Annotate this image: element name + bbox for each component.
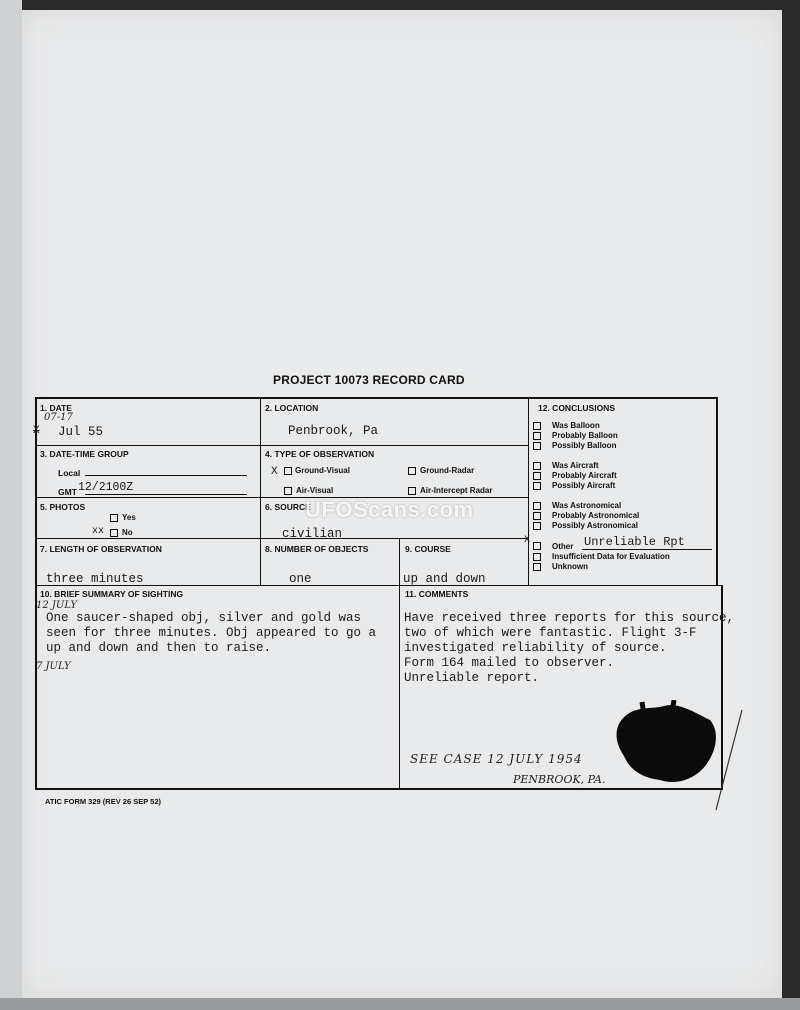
summary-hand-top: 12 JULY (36, 600, 77, 611)
dtg-gmt-value: 12/2100Z (78, 481, 134, 494)
paper-edge (0, 0, 22, 1010)
date-label: 1. DATE (40, 403, 72, 413)
source-label: 6. SOURCE (265, 502, 311, 512)
watermark: UFOScans.com (305, 497, 474, 522)
concl-probably-aircraft: Probably Aircraft (552, 471, 617, 480)
checkbox-was-balloon (533, 422, 541, 430)
checkbox-possibly-balloon (533, 442, 541, 450)
gmt-underline (85, 494, 247, 495)
redaction-blot (612, 700, 722, 788)
comments-line-1: Have received three reports for this source, (404, 611, 735, 625)
checkbox-possibly-aircraft (533, 482, 541, 490)
row-divider-1 (35, 445, 528, 446)
concl-possibly-astronomical: Possibly Astronomical (552, 521, 638, 530)
objects-value: one (289, 572, 312, 586)
concl-was-balloon: Was Balloon (552, 421, 600, 430)
form-id: ATIC FORM 329 (REV 26 SEP 52) (45, 797, 162, 806)
edge-pen-stroke (712, 700, 752, 820)
concl-possibly-balloon: Possibly Balloon (552, 441, 617, 450)
checkbox-photos-yes (110, 514, 118, 522)
dtg-label: 3. DATE-TIME GROUP (40, 449, 129, 459)
comments-line-5: Unreliable report. (404, 671, 540, 685)
checkbox-air-visual (284, 487, 292, 495)
course-label: 9. COURSE (405, 544, 451, 554)
comments-line-4: Form 164 mailed to observer. (404, 656, 615, 670)
concl-unknown: Unknown (552, 562, 588, 571)
opt-ground-radar: Ground-Radar (420, 466, 475, 475)
dtg-gmt-label: GMT (58, 487, 77, 497)
col-divider-1 (260, 397, 261, 585)
card-border-left (35, 397, 37, 789)
summary-line-3: up and down and then to raise. (46, 641, 272, 655)
comments-line-3: investigated reliability of source. (404, 641, 667, 655)
concl-was-astronomical: Was Astronomical (552, 501, 622, 510)
checkbox-probably-astronomical (533, 512, 541, 520)
checkbox-ground-radar (408, 467, 416, 475)
summary-line-1: One saucer-shaped obj, silver and gold was (46, 611, 362, 625)
location-value: Penbrook, Pa (288, 424, 379, 438)
course-value: up and down (403, 572, 486, 586)
photos-no-mark: xx (92, 526, 105, 537)
checkbox-air-intercept-radar (408, 487, 416, 495)
length-value: three minutes (46, 572, 144, 586)
date-handwritten: 07-17 (44, 412, 73, 423)
comments-label: 11. COMMENTS (405, 589, 469, 599)
date-struck-mark: X (33, 425, 40, 437)
opt-air-visual: Air-Visual (296, 486, 334, 495)
source-value: civilian (282, 527, 343, 541)
checkbox-ground-visual (284, 467, 292, 475)
length-label: 7. LENGTH OF OBSERVATION (40, 544, 162, 554)
card-title: PROJECT 10073 RECORD CARD (273, 373, 465, 387)
checkbox-photos-no (110, 529, 118, 537)
photos-label: 5. PHOTOS (40, 502, 86, 512)
checkbox-unknown (533, 563, 541, 571)
comments-line-2: two of which were fantastic. Flight 3-F (404, 626, 697, 640)
photos-no: No (122, 528, 133, 537)
concl-was-aircraft: Was Aircraft (552, 461, 599, 470)
objects-label: 8. NUMBER OF OBJECTS (265, 544, 369, 554)
date-value: Jul 55 (58, 425, 104, 439)
comments-hand-note-1: SEE CASE 12 JULY 1954 (410, 752, 583, 766)
checkbox-probably-balloon (533, 432, 541, 440)
checkbox-other (533, 542, 541, 550)
concl-other-value: Unreliable Rpt (584, 535, 685, 549)
summary-hand-bottom: 7 JULY (36, 661, 71, 672)
card-border-top (35, 397, 718, 399)
concl-probably-balloon: Probably Balloon (552, 431, 618, 440)
location-label: 2. LOCATION (265, 403, 319, 413)
summary-line-2: seen for three minutes. Obj appeared to go a (46, 626, 377, 640)
other-underline (582, 549, 712, 550)
concl-insufficient-data: Insufficient Data for Evaluation (552, 552, 670, 561)
other-mark: X (524, 535, 531, 546)
concl-other-label: Other (552, 542, 574, 551)
checkbox-probably-aircraft (533, 472, 541, 480)
checkbox-was-astronomical (533, 502, 541, 510)
obs-type-mark: X (271, 466, 278, 478)
concl-possibly-aircraft: Possibly Aircraft (552, 481, 616, 490)
dtg-local-label: Local (58, 468, 81, 478)
checkbox-possibly-astronomical (533, 522, 541, 530)
col-divider-2 (528, 397, 529, 585)
checkbox-was-aircraft (533, 462, 541, 470)
local-underline (85, 475, 247, 476)
opt-ground-visual: Ground-Visual (295, 466, 350, 475)
opt-air-intercept-radar: Air-Intercept Radar (420, 486, 493, 495)
card-border-right-upper (716, 397, 718, 585)
col-divider-3 (399, 538, 400, 789)
checkbox-insufficient-data (533, 553, 541, 561)
concl-probably-astronomical: Probably Astronomical (552, 511, 640, 520)
scan-border (0, 998, 800, 1010)
card-border-bottom (35, 788, 723, 790)
obs-type-label: 4. TYPE OF OBSERVATION (265, 449, 375, 459)
photos-yes: Yes (122, 513, 136, 522)
comments-hand-note-2: PENBROOK, PA. (513, 773, 606, 786)
conclusions-label: 12. CONCLUSIONS (538, 403, 615, 413)
summary-label: 10. BRIEF SUMMARY OF SIGHTING (40, 589, 184, 599)
